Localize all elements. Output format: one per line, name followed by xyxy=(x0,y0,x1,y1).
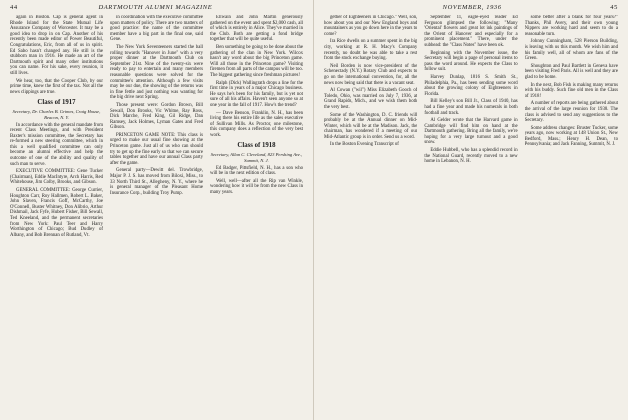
column xyxy=(10,15,103,419)
column xyxy=(525,15,618,419)
paragraph: GENERAL COMMITTEE: George Currier, Houghton Carr, Roy Hallmen, Robert L. Baker, John Slaven, Francis Goff, McCarthy, Joe O'Connell, Buster Whitney, Don Alibrio, Arthur Dishmail, Jack Fyfe, Hubert Fisher, Bill Sewall, Ted Kneeland, and the permanent secretaries from New York: Paul Teer and Harry Worthington of Chicago; Bud Dudley of Albany, and Bob Brennan of Rutland, Vt. xyxy=(10,188,103,238)
column xyxy=(424,15,517,419)
class-heading: Class of 1917 xyxy=(37,99,76,107)
column xyxy=(110,15,203,419)
paragraph: In accordance with the general mandate from recent Class Meetings, and with President Baxter's mission committee, the Secretary has re-formed a new steering committee, which in this a well qualified committee can only become an alumni effective and help the outcome of one of the ability and quality of such man to serve. xyxy=(10,122,103,167)
running-title: DARTMOUTH ALUMNI MAGAZINE xyxy=(98,4,213,11)
paragraph: Some of the Washington, D. C. friends will probably be at the Annual dinner on Mid-Winter, which will be at the Madison. Jack, the chairman, has wondered if a meeting of our Mid-Atlantic group is in order. Send us a word. xyxy=(324,112,418,140)
columns xyxy=(10,15,303,419)
running-title: NOVEMBER, 1936 xyxy=(442,4,502,11)
paragraph: Bill Kelley's son Bill Jr., Class of 1940, has had a fine year and made his numerals in both football and track. xyxy=(424,99,518,116)
columns xyxy=(324,15,618,419)
paragraph: — Dave Benson, Franklin, N. H., has been living there his entire life as the sales executive of Sullivan Mills. As Proctor, one milestone, this company does a reflection of the very best work. xyxy=(210,110,303,138)
paragraph: Al Cowan ("wil") Miss Elizabeth Gooch of Toledo, Ohio, was married on July 7, 1936, at Grand Rapids, Mich., and we wish them both the very best. xyxy=(324,88,418,110)
paragraph: Those present were: Gordon Brown, Bill Sewall, Don Brooks, Vic Whitne, Ray Ross, Dick Marche, Fred King, Gil Ridge, Dan Ramsey, Jack Holmes, Lyman Gates and Fred Gibson. xyxy=(110,102,203,131)
class-heading: Class of 1918 xyxy=(237,142,276,150)
paragraph: EXECUTIVE COMMITTEE: Gene Tucker (Chairman), Eddie MacIntyre, Arch Harris, Red Whitehouse, Jim Colby, Brooks, and Gibson. xyxy=(10,169,103,186)
page-number: 45 xyxy=(610,4,618,11)
paragraph: The New York Seventeeners started the ball rolling towards "Hanover in June" with a very proper dinner at the Dartmouth Club on September 21st. Nine of the twenty-six were ready to pay to entertain and many members reasonable questions were solved for the committee's attention. Although a few visits may be our due, the showing of the returns was in fine fettle and just nothing was wanting for the big drive next Spring. xyxy=(110,44,203,101)
paragraph: again in Boston. Cap is general agent in Rhode Island for the State Mutual Life Assurance Company of Worcester. It may be a good idea to drop in on Cap. Another of his recently been made editor of Power Beautiful, Congratulations, Eric, from all of us in spirit. Ed Sabo hasn't changed any. He still is the stubborn man in 1916. He made an art of the Dartmouth spirit and many other institutions you can name. For his sake, every reunion, it still lives. xyxy=(10,15,103,76)
paragraph: Ralph (Dick) Wallingrath drops a line for the first time in years of a major Chicago business. He says he's been for his family, but is yet not sure of all his affairs. Haven't seen anyone so at one year in the fall of 1917. How's the trend? xyxy=(210,80,303,108)
paragraph: General party—Dewitt del. Trowbridge, Major P. J. S. has moved from Biloxi, Miss., to 33 North Third St., Allegheny, N. Y., where he is general manager of the Pleasant Home Insurance Corp., building Troy Pump. xyxy=(110,168,203,196)
page-header xyxy=(10,3,303,12)
paragraph: PRINCETON GAME NOTE: This class is urged to make our usual fine showing at the Princeton game. Just all of us who can should try to get up the fine early so that we can secure tables together and have our annual Class party after the game. xyxy=(110,132,203,166)
paragraph: In the Boston Evening Transcript of xyxy=(330,142,399,148)
secretary-line: Secretary, Dr. Charles B. Grimes, Craig House, Beacon, N. Y. xyxy=(12,109,101,120)
paragraph: In the next, Bob Fish is making many returns with his buddy. Such fine old men in the Class of 1918! xyxy=(524,82,618,99)
paragraph: Johnny Cunningham, 528 Pierson Building, is leaving with us this month. We wish him and his family well, all of whom are fans of the Green. xyxy=(524,39,618,62)
paragraph: Shoughton and Paul Bartlett in Geneva have been visiting Fred Paris. All is well and they are glad to be home. xyxy=(524,63,618,80)
paragraph: gether of Eighteeners in Chicago." Well, son, how about you and our New England boys and mountainers as you go down here in the years to come? xyxy=(324,15,418,37)
paragraph: September 11, eagle-eyed reader Ed Ferguson glimpsed the following: "Many 'Oriental' flowers and great lot ink paintings of the Orient of Hanover and especially for a prominent placement." There, under the subhead: the "Class Notes" have been ok. xyxy=(424,15,518,48)
column xyxy=(210,15,303,419)
page-number: 44 xyxy=(10,4,18,11)
paragraph: Ira Rice dwells on a summer spent in the big city, working at R. H. Macy's Company recently, no doubt he was able to take a rest from the stock exchange buying. xyxy=(324,39,418,62)
paragraph: Ellwain and John Martin generously gathered on the event and spent $2,000 cash, all of which is entirely in Alice. They've married in the Club. Both are getting a fond bridge together that will be quite useful. xyxy=(210,15,303,43)
page-header xyxy=(324,3,618,12)
paragraph: We hear, too, that the Cooper Club, by our prime time, knew the first of the tax. Not all the news clippings are true. xyxy=(10,78,103,95)
paragraph: in coordination with the executive committee upon matters of policy. There are two matters of good practice: the name of the committee member have a big part in the final one, said Gene. xyxy=(110,15,203,43)
paragraph: Neil Borden is now vice-president of the Schenectady (N.Y.) Rotary Club and expects to go on the international convention, for, all the news now being said that there is a vacant seat. xyxy=(324,63,418,86)
paragraph: some better after a blank for four years?" Thanks, Phil Avery, and their own young Nippers are working hard and seem to do a reasonable turn. xyxy=(524,15,618,37)
paragraph: Beginning with the November issue, the Secretary will begin a page of personal items to pass the word around. He expects the Class to follow suit. xyxy=(424,50,518,73)
paragraph: A number of reports are being gathered about the arrival of the large reunion for 1938. The class is advised to send any suggestions to the Secretary. xyxy=(524,101,618,124)
paragraph: Al Gelder wrote that the Harvard game in Cambridge will find him on hand at the Dartmouth gathering. Bring all the family, we're hoping for a very large turnout and a good snow. xyxy=(424,118,518,146)
paragraph: Eddie Hubbell, who has a splendid record in the National Guard, recently moved to a new home in Lebanon, N. H. xyxy=(424,148,518,165)
secretary-line: Secretary, Allan C. Cleveland, 823 Pershing Ave., Summit, N. J. xyxy=(210,152,303,164)
column xyxy=(324,15,417,419)
paragraph: Well, well—after all the Rip van Winkle, wondering how it will be from the new Class in many years. xyxy=(210,178,303,196)
paragraph: Harvey Dunlap, 1816 S. Smith St., Philadelphia, Pa., has been sending some word about the growing colony of Eighteeners in Florida. xyxy=(424,74,518,97)
paragraph: Some address changes: Bruster Tucker, some years ago, now working at 148 Union St., New Bedford, Mass.; Henry H. Dean, to Pennsylvania; and Jack Fanning, Summit, N. J. xyxy=(524,125,618,148)
paragraph: Ed Badger, Pittsfield, N. H., has a son who will be in the next edition of class. xyxy=(210,165,303,177)
paragraph: Ben something be going to be done about the gathering of the clan in New York. Wilcox hasn't any word about the big Princeton game. Will all those in the Princeton game? Visiting firemen from all parts of the campus will be too. The biggest gathering since freshman pictures! xyxy=(210,44,303,78)
right-page xyxy=(314,0,628,420)
